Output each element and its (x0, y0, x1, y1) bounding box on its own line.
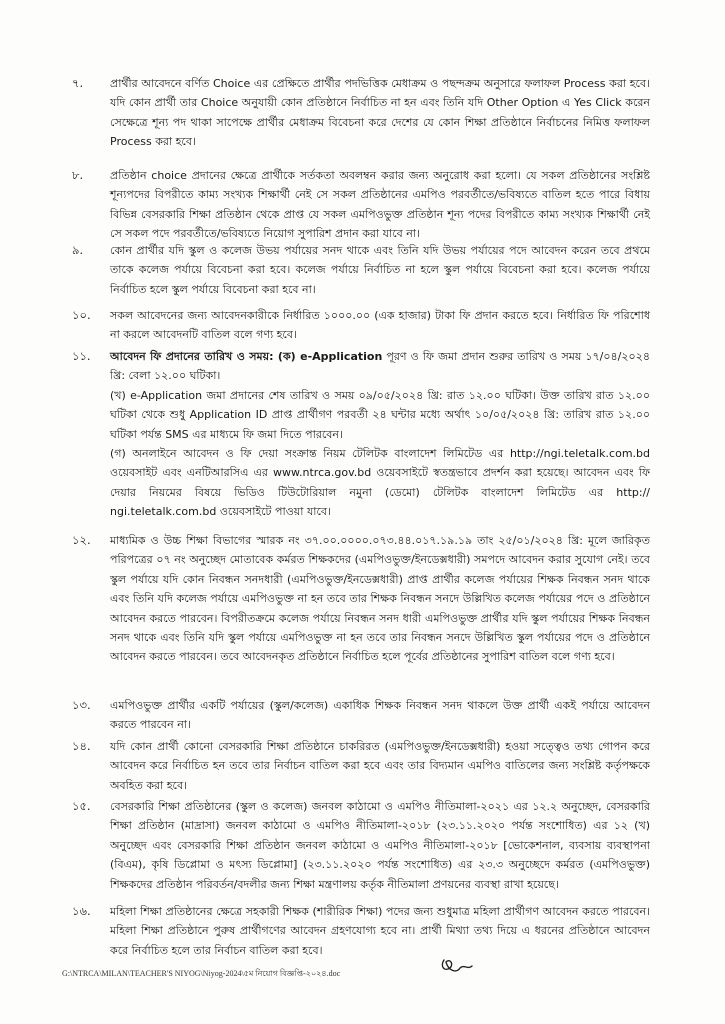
file-path-footer: G:\NTRCA\MILAN\TEACHER'S NIYOG\Niyog-2024\৫ম নিয়োগ বিজ্ঞপ্তি-২০২৪.doc (62, 969, 341, 978)
clause-text: এমপিওভুক্ত প্রার্থীর একটি পর্যায়ের (স্কুল/কলেজ) একাধিক শিক্ষক নিবন্ধন সনদ থাকলে উক্ত প্রার্থী একই পর্যায়ে আবেদন করতে পারবেন না। (110, 699, 650, 732)
clause-number: ৭. (72, 76, 84, 90)
clause-text: বেসরকারি শিক্ষা প্রতিষ্ঠানের (স্কুল ও কলেজ) জনবল কাঠামো ও এমপিও নীতিমালা-২০২১ এর ১২.২ অনুচ্ছেদ, বেসরকারি শিক্ষা প্রতিষ্ঠান (মাদ্রাসা) জনবল কাঠামো ও এমপিও নীতিমালা-২০১৮ (২৩.১১.২০২০ পর্যন্ত সংশোধিত) এর ১২ (খ) অনুচ্ছেদ এবং বেসরকারি শিক্ষা প্রতিষ্ঠান জনবল কাঠামো ও এমপিও নীতিমালা-২০১৮ [ভোকেশনাল, ব্যবসায় ব্যবস্থাপনা (বিএম), কৃষি ডিপ্লোমা ও মৎস্য ডিপ্লোমা] (২৩.১১.২০২০ পর্যন্ত সংশোধিত) এর ২৩.৩ অনুচ্ছেদে কর্মরত (এমপিওভুক্ত) শিক্ষকদের প্রতিষ্ঠান পরিবর্তন/বদলীর জন্য শিক্ষা মন্ত্রণালয় কর্তৃক নীতিমালা প্রণয়নের ব্যবস্থা রাখা হয়েছে। (110, 800, 650, 891)
clause-number: ১২. (72, 533, 91, 547)
clause-text: যদি কোন প্রার্থী কোনো বেসরকারি শিক্ষা প্রতিষ্ঠানে চাকরিরত (এমপিওভুক্ত/ইনডেক্সধারী) হওয়া সত্ত্বেও তথ্য গোপন করে আবেদন করে নির্বাচিত হন তবে তার নির্বাচন বাতিল করা হবে এবং তার বিদ্যমান এমপিও বাতিলের জন্য সংশ্লিষ্ট কর্তৃপক্ষকে অবহিত করা হবে। (110, 740, 650, 792)
clause-text: প্রতিষ্ঠান choice প্রদানের ক্ষেত্রে প্রার্থীকে সর্তকতা অবলম্বন করার জন্য অনুরোধ করা হলো। যে সকল প্রতিষ্ঠানের সংশ্লিষ্ট শূন্যপদের বিপরীতে কাম্য সংখ্যক শিক্ষার্থী নেই সে সকল প্রতিষ্ঠানের এমপিও পরবর্তীতে/ভবিষ্যতে বাতিল হতে পারে বিধায় বিভিন্ন বেসরকারি শিক্ষা প্রতিষ্ঠান থেকে প্রাপ্ত যে সকল এমপিওভুক্ত প্রতিষ্ঠান শূন্য পদের বিপরীতে কাম্য সংখ্যক শিক্ষার্থী নেই সে সকল পদে পরবর্তীতে/ভবিষ্যতে নিয়োগ সুপারিশ প্রদান করা যাবে না। (110, 169, 650, 241)
clause-number: ১১. (72, 349, 91, 363)
clause-number: ৮. (72, 168, 84, 182)
clause-text (110, 347, 650, 522)
clause-number: ১৫. (72, 799, 91, 813)
clause-11-para-b: (খ) e-Application জমা প্রদানের শেষ তারিখ ও সময় ০৯/০৫/২০২৪ খ্রি: রাত ১২.০০ ঘটিকা। উক্ত তারিখ রাত ১২.০০ ঘটিকা থেকে শুধু Application ID প্রাপ্ত প্রার্থীগণ পরবর্তী ২৪ ঘন্টার মধ্যে অর্থাৎ ১০/০৫/২০২৪ খ্রি: তারিখ রাত ১২.০০ ঘটিকা পর্যন্ত SMS এর মাধ্যমে ফি জমা দিতে পারবেন। (110, 388, 650, 441)
clause-text: সকল আবেদনের জন্য আবেদনকারীকে নির্ধারিত ১০০০.০০ (এক হাজার) টাকা ফি প্রদান করতে হবে। নির্ধারিত ফি পরিশোধ না করলে আবেদনটি বাতিল বলে গণ্য হবে। (110, 309, 650, 342)
clause-11-para-a (110, 347, 650, 386)
clause-number: ১৬. (72, 904, 91, 918)
initial-signature-icon (438, 952, 478, 978)
clause-number: ৯. (72, 243, 84, 257)
clause-text: কোন প্রার্থীর যদি স্কুল ও কলেজ উভয় পর্যায়ের সনদ থাকে এবং তিনি যদি উভয় পর্যায়ের পদে আবেদন করেন তবে প্রথমে তাকে কলেজ পর্যায়ে বিবেচনা করা হবে। কলেজ পর্যায়ে নির্বাচিত না হলে স্কুল পর্যায়ে বিবেচনা করা হবে। কলেজ পর্যায়ে নির্বাচিত হলে স্কুল পর্যায়ে বিবেচনা করা হবে না। (110, 244, 650, 296)
clause-text: প্রার্থীর আবেদনে বর্ণিত Choice এর প্রেক্ষিতে প্রার্থীর পদভিত্তিক মেধাক্রম ও পছন্দক্রম অনুসারে ফলাফল Process করা হবে। যদি কোন প্রার্থী তার Choice অনুযায়ী কোন প্রতিষ্ঠানে নির্বাচিত না হন এবং তিনি যদি Other Option এ Yes Click করেন সেক্ষেত্রে শূন্য পদ থাকা সাপেক্ষে প্রার্থীর মেধাক্রম বিবেচনা করে দেশের যে কোন শিক্ষা প্রতিষ্ঠানে নির্বাচনের নিমিত্ত ফলাফল Process করা হবে। (110, 77, 650, 149)
clause-text: মাধ্যমিক ও উচ্চ শিক্ষা বিভাগের স্মারক নং ৩৭.০০.০০০০.০৭৩.৪৪.০১৭.১৯.১৯ তাং ২৫/০১/২০২৪ খ্রি: মূলে জারিকৃত পরিপত্রের ০৭ নং অনুচ্ছেদ মোতাবেক কর্মরত শিক্ষকদের (এমপিওভুক্ত/ইনডেক্সধারী) সমপদে আবেদন করার সুযোগ নেই। তবে স্কুল পর্যায়ে যদি কোন নিবন্ধন সনদধারী (এমপিওভুক্ত/ইনডেক্সধারী) প্রাপ্ত প্রার্থীর কলেজ পর্যায়ের শিক্ষক নিবন্ধন সনদ থাকে এবং তিনি যদি কলেজ পর্যায়ে এমপিওভুক্ত না হন তবে তার শিক্ষক নিবন্ধন সনদে উল্লিখিত কলেজ পর্যায়ের পদে ও প্রতিষ্ঠানে আবেদন করতে পারবেন। বিপরীতক্রমে কলেজ পর্যায়ে নিবন্ধন সনদ ধারী এমপিওভুক্ত প্রার্থীর যদি স্কুল পর্যায়ের শিক্ষক নিবন্ধন সনদ থাকে এবং তিনি যদি স্কুল পর্যায়ে এমপিওভুক্ত না হন তবে তার নিবন্ধন সনদে উল্লিখিত স্কুল পর্যায়ের পদে ও প্রতিষ্ঠানে আবেদন করতে পারবেন। তবে আবেদনকৃত প্রতিষ্ঠানে নির্বাচিত হলে পূর্বের প্রতিষ্ঠানের সুপারিশ বাতিল বলে গণ্য হবে। (110, 534, 650, 664)
fee-date-heading: আবেদন ফি প্রদানের তারিখ ও সময়: (ক) e-Application (110, 350, 383, 363)
clause-number: ১৪. (72, 739, 91, 753)
fee-date-start: পূরণ ও ফি জমা প্রদান শুরুর তারিখ ও সময় ১৭/০৪/২০২৪ খ্রি: বেলা ১২.০০ ঘটিকা। (110, 350, 650, 383)
clause-text: মহিলা শিক্ষা প্রতিষ্ঠানের ক্ষেত্রে সহকারী শিক্ষক (শারীরিক শিক্ষা) পদের জন্য শুধুমাত্র মহিলা প্রার্থীগণ আবেদন করতে পারবেন। মহিলা শিক্ষা প্রতিষ্ঠানে পুরুষ প্রার্থীগণের আবেদন গ্রহণযোগ্য হবে না। প্রার্থী মিথ্যা তথ্য দিয়ে এ ধরনের প্রতিষ্ঠানে আবেদন করে নির্বাচিত হলে তার নির্বাচন বাতিল করা হবে। (110, 905, 650, 957)
clause-11-para-c: (গ) অনলাইনে আবেদন ও ফি দেয়া সংক্রান্ত নিয়ম টেলিটক বাংলাদেশ লিমিটেড এর http://ngi.teletalk.com.bd ওয়েবসাইট এবং এনটিআরসিএ এর www.ntrca.gov.bd ওয়েবসাইটে স্বতন্ত্রভাবে প্রদর্শন করা হয়েছে। আবেদন এবং ফি দেয়ার নিয়মের বিষয়ে ভিডিও টিউটোরিয়াল নমুনা (ডেমো) টেলিটক বাংলাদেশ লিমিটেড এর http:// ngi.teletalk.com.bd ওয়েবসাইটে পাওয়া যাবে। (110, 447, 650, 519)
clause-number: ১৩. (72, 698, 91, 712)
clause-number: ১০. (72, 308, 91, 322)
